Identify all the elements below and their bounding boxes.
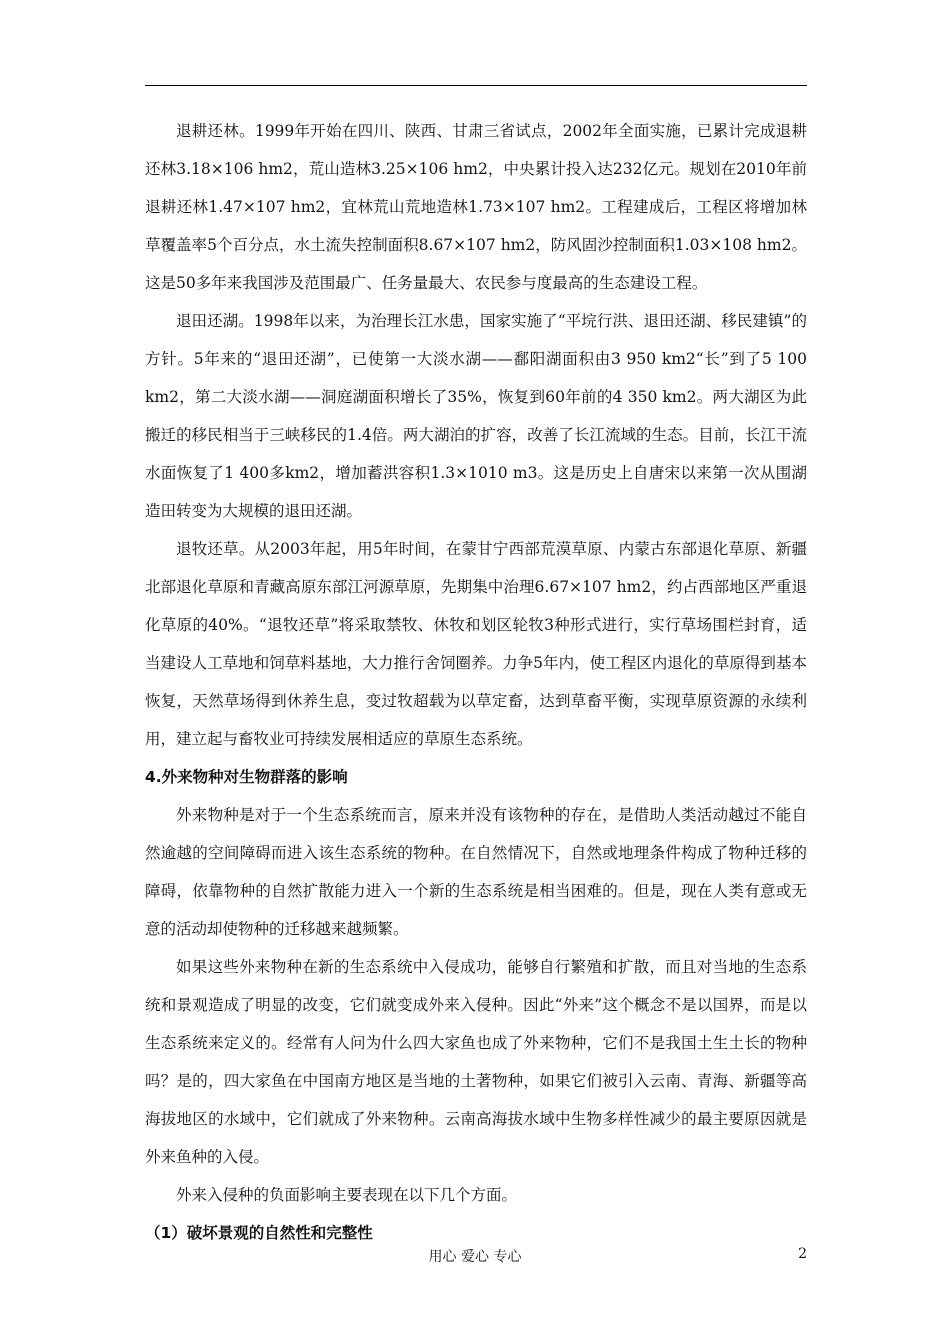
header-rule [145, 85, 807, 86]
footer-motto: 用心 爱心 专心 [428, 1249, 522, 1265]
paragraph-grain-to-forest: 退耕还林。1999年开始在四川、陕西、甘肃三省试点，2002年全面实施，已累计完成退耕还林3.18×106 hm2，荒山造林3.25×106 hm2，中央累计投入达232亿元。规划在2010年前退耕还林1.47×107 hm2，宜林荒山荒地造林1.73×107 hm2。工程建成后，工程区将增加林草覆盖率5个百分点，水土流失控制面积8.67×107 hm2，防风固沙控制面积1.03×108 hm2。这是50多年来我国涉及范围最广、任务量最大、农民参与度最高的生态建设工程。 [145, 122, 807, 292]
paragraph-farmland-to-lake: 退田还湖。1998年以来，为治理长江水患，国家实施了“平垸行洪、退田还湖、移民建镇”的方针。5年来的“退田还湖”，已使第一大淡水湖——鄱阳湖面积由3 950 km2“长”到了5 100 km2，第二大淡水湖——洞庭湖面积增长了35%，恢复到60年前的4 350 km2。两大湖区为此搬迁的移民相当于三峡移民的1.4倍。两大湖泊的扩容，改善了长江流域的生态。目前，长江干流水面恢复了1 400多km2，增加蓄洪容积1.3×1010 m3。这是历史上自唐宋以来第一次从围湖造田转变为大规模的退田还湖。 [145, 312, 807, 520]
paragraph-alien-definition: 外来物种是对于一个生态系统而言，原来并没有该物种的存在，是借助人类活动越过不能自然逾越的空间障碍而进入该生态系统的物种。在自然情况下，自然或地理条件构成了物种迁移的障碍，依靠物种的自然扩散能力进入一个新的生态系统是相当困难的。但是，现在人类有意或无意的活动却使物种的迁移越来越频繁。 [145, 806, 807, 938]
paragraph-grazing-to-grass: 退牧还草。从2003年起，用5年时间，在蒙甘宁西部荒漠草原、内蒙古东部退化草原、新疆北部退化草原和青藏高原东部江河源草原，先期集中治理6.67×107 hm2，约占西部地区严重退化草原的40%。“退牧还草”将采取禁牧、休牧和划区轮牧3种形式进行，实行草场围栏封育，适当建设人工草地和饲草料基地，大力推行舍饲圈养。力争5年内，使工程区内退化的草原得到基本恢复，天然草场得到休养生息，变过牧超载为以草定畜，达到草畜平衡，实现草原资源的永续利用，建立起与畜牧业可持续发展相适应的草原生态系统。 [145, 540, 807, 748]
section-heading-alien-species: 4.外来物种对生物群落的影响 [145, 768, 348, 786]
body-text [145, 112, 807, 1252]
paragraph-negative-effects: 外来入侵种的负面影响主要表现在以下几个方面。 [176, 1186, 518, 1204]
paragraph-invasive-species: 如果这些外来物种在新的生态系统中入侵成功，能够自行繁殖和扩散，而且对当地的生态系统和景观造成了明显的改变，它们就变成外来入侵种。因此“外来”这个概念不是以国界，而是以生态系统来定义的。经常有人问为什么四大家鱼也成了外来物种，它们不是我国土生土长的物种吗？是的，四大家鱼在中国南方地区是当地的土著物种，如果它们被引入云南、青海、新疆等高海拔地区的水域中，它们就成了外来物种。云南高海拔水域中生物多样性减少的最主要原因就是外来鱼种的入侵。 [145, 958, 807, 1166]
subheading-landscape: （1）破坏景观的自然性和完整性 [145, 1224, 373, 1242]
page-number: 2 [798, 1246, 807, 1262]
